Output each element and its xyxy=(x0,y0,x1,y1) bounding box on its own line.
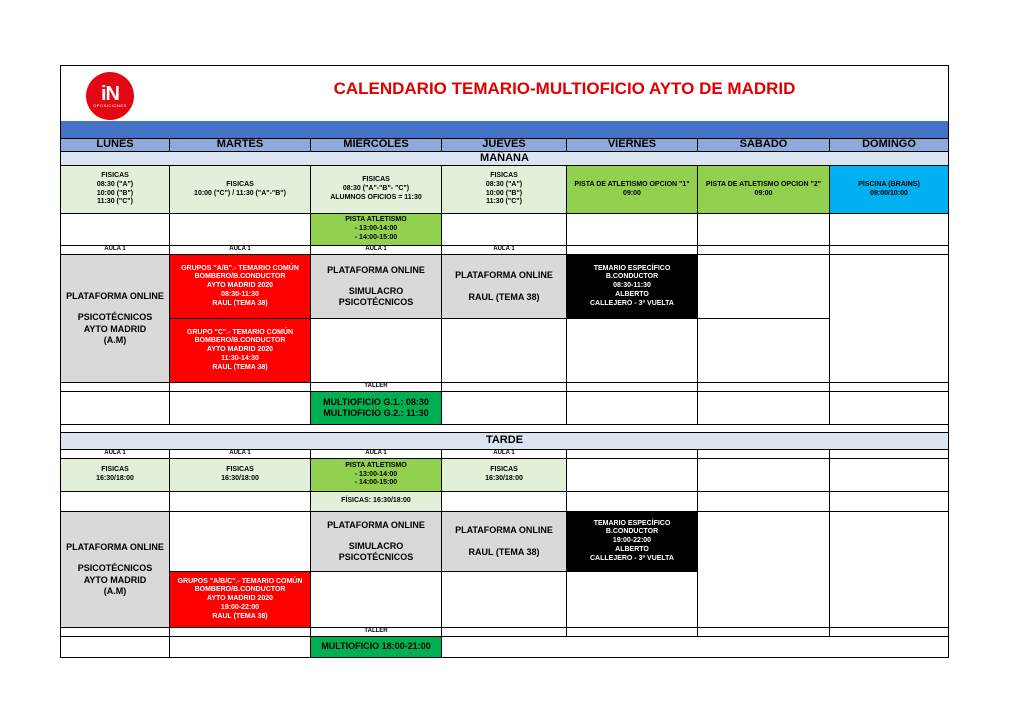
empty-cell xyxy=(170,637,311,657)
text-line: BOMBERO/B.CONDUCTOR xyxy=(194,337,286,345)
fisicas-jueves-morning xyxy=(442,166,567,214)
empty-cell xyxy=(442,319,567,383)
text-line: (A.M) xyxy=(103,334,127,345)
text-line: PSICOTÉCNICOS xyxy=(77,312,153,323)
text-line: PLATAFORMA ONLINE xyxy=(66,291,164,301)
empty-cell xyxy=(567,450,698,459)
text-line: CALLEJERO - 3ª VUELTA xyxy=(589,554,674,562)
empty-cell xyxy=(698,255,830,319)
text-line: - 14:00-15:00 xyxy=(354,233,398,241)
empty-cell xyxy=(170,628,311,637)
plataforma-jueves-morning xyxy=(442,255,567,319)
text-line: FISICAS xyxy=(226,180,254,188)
empty-cell xyxy=(698,214,830,246)
piscina-domingo xyxy=(830,166,948,214)
fisicas-jueves-afternoon xyxy=(442,459,567,492)
text-line: 11:30 ("C") xyxy=(486,198,522,206)
empty-cell xyxy=(830,450,948,459)
text-line: BOMBERO/B.CONDUCTOR xyxy=(194,586,286,594)
empty-cell xyxy=(170,383,311,392)
empty-cell xyxy=(698,459,830,492)
day-header-sabado: SABADO xyxy=(698,139,830,152)
empty-cell xyxy=(442,628,567,637)
taller-label: TALLER xyxy=(311,628,442,637)
text-line: RAUL (TEMA 38) xyxy=(212,299,268,307)
text-line: FISICAS xyxy=(226,466,254,474)
text-line: ALUMNOS OFICIOS = 11:30 xyxy=(330,193,422,201)
section-afternoon: TARDE xyxy=(61,433,948,450)
text-line: GRUPOS "A/B/C".- TEMARIO COMÚN xyxy=(177,577,303,585)
grupos-ab-martes xyxy=(170,255,311,319)
empty-cell xyxy=(567,628,698,637)
text-line: B.CONDUCTOR xyxy=(605,273,659,281)
empty-cell xyxy=(442,572,567,628)
logo xyxy=(86,72,134,120)
text-line: 19:00-22:00 xyxy=(612,537,652,545)
empty-cell xyxy=(170,512,311,572)
aula-label: AULA 1 xyxy=(170,450,311,459)
empty-cell xyxy=(61,392,170,425)
empty-cell xyxy=(567,392,698,425)
empty-cell xyxy=(442,637,948,657)
text-line: B.CONDUCTOR xyxy=(605,528,659,536)
text-line: 08:30-11:30 xyxy=(613,282,651,290)
text-line: FISICAS xyxy=(490,466,518,474)
empty-cell xyxy=(830,512,948,628)
empty-cell xyxy=(311,572,442,628)
text-line: 08:30 ("A"-"B"- "C") xyxy=(342,185,410,193)
text-line: (A.M) xyxy=(103,585,127,596)
logo-text: iN xyxy=(101,82,119,105)
temario-viernes-afternoon xyxy=(567,512,698,572)
empty-cell xyxy=(61,214,170,246)
text-line: MULTIOFICIO G.1.: 08:30 xyxy=(323,396,429,407)
text-line: 10:00 ("C") / 11:30 ("A"-"B") xyxy=(194,189,286,197)
aula-label: AULA 1 xyxy=(61,246,170,255)
fisicas-martes-afternoon xyxy=(170,459,311,492)
page-title: CALENDARIO TEMARIO-MULTIOFICIO AYTO DE MADRID xyxy=(333,79,796,98)
text-line: BOMBERO/B.CONDUCTOR xyxy=(194,273,286,281)
text-line: - 14:00-15:00 xyxy=(354,479,398,487)
text-line: TEMARIO ESPECÍFICO xyxy=(593,264,671,272)
text-line: PISTA DE ATLETISMO OPCION "1" xyxy=(574,180,690,188)
empty-cell xyxy=(170,214,311,246)
empty-cell xyxy=(830,459,948,492)
empty-cell xyxy=(442,492,567,512)
text-line: SIMULACRO PSICOTÉCNICOS xyxy=(338,540,414,563)
pista-miercoles-afternoon xyxy=(311,459,442,492)
text-line: RAUL (TEMA 38) xyxy=(468,546,540,557)
text-line: PISCINA (BRAINS) xyxy=(858,180,920,188)
spacer-row xyxy=(61,425,948,433)
empty-cell xyxy=(830,492,948,512)
text-line: GRUPO "C".- TEMARIO COMÚN xyxy=(186,328,294,336)
text-line: GRUPOS "A/B".- TEMARIO COMÚN xyxy=(181,264,299,272)
text-line: PSICOTÉCNICOS xyxy=(77,563,153,574)
aula-label: AULA 1 xyxy=(311,246,442,255)
aula-label: AULA 1 xyxy=(442,450,567,459)
empty-cell xyxy=(567,459,698,492)
section-morning: MAÑANA xyxy=(61,152,948,166)
text-line: - 13:00-14:00 xyxy=(354,225,398,233)
text-line: 08:30 ("A") xyxy=(485,180,523,188)
grupos-abc-martes xyxy=(170,572,311,628)
text-line: 09:00 xyxy=(754,189,773,197)
empty-cell xyxy=(698,246,830,255)
text-line: PISTA ATLETISMO xyxy=(345,216,407,224)
taller-label: TALLER xyxy=(311,383,442,392)
day-header-lunes: LUNES xyxy=(61,139,170,152)
empty-cell xyxy=(170,492,311,512)
empty-cell xyxy=(698,319,830,383)
text-line: 11:30 ("C") xyxy=(97,198,133,206)
empty-cell xyxy=(567,319,698,383)
text-line: 16:30/18:00 xyxy=(485,475,523,482)
text-line: AYTO MADRID 2020 xyxy=(206,346,274,354)
text-line: PISTA DE ATLETISMO OPCION "2" xyxy=(705,180,822,188)
text-line: AYTO MADRID xyxy=(83,323,147,334)
day-header-jueves: JUEVES xyxy=(442,139,567,152)
logo-subtext: OPOSICIONES xyxy=(93,102,127,108)
fisicas-lunes-afternoon xyxy=(61,459,170,492)
empty-cell xyxy=(567,214,698,246)
text-line: 09:00 xyxy=(623,189,641,197)
fisicas-lunes-morning xyxy=(61,166,170,214)
day-header-domingo: DOMINGO xyxy=(830,139,948,152)
plataforma-jueves-afternoon xyxy=(442,512,567,572)
text-line: FISICAS xyxy=(101,466,129,474)
text-line: ALBERTO xyxy=(615,545,649,553)
day-header-miercoles: MIERCOLES xyxy=(311,139,442,152)
empty-cell xyxy=(830,255,948,383)
empty-cell xyxy=(698,628,830,637)
atletismo-viernes xyxy=(567,166,698,214)
pista-miercoles-morning xyxy=(311,214,442,246)
text-line: ALBERTO xyxy=(615,290,649,298)
day-header-viernes: VIERNES xyxy=(567,139,698,152)
text-line: RAUL (TEMA 38) xyxy=(212,363,268,371)
text-line: PLATAFORMA ONLINE xyxy=(66,542,164,552)
text-line: CALLEJERO - 3ª VUELTA xyxy=(589,299,674,307)
fisicas-miercoles-afternoon: FÍSICAS: 16:30/18:00 xyxy=(311,492,442,512)
empty-cell xyxy=(830,628,948,637)
text-line: AYTO MADRID 2020 xyxy=(206,282,274,290)
text-line: PLATAFORMA ONLINE xyxy=(455,270,553,281)
empty-cell xyxy=(698,383,830,392)
plataforma-miercoles-morning xyxy=(311,255,442,319)
text-line: 08:30-11:30 xyxy=(221,290,259,298)
empty-cell xyxy=(567,492,698,512)
text-line: 10:00 ("B") xyxy=(96,189,134,197)
empty-cell xyxy=(61,492,170,512)
atletismo-sabado xyxy=(698,166,830,214)
empty-cell xyxy=(311,319,442,383)
aula-label: AULA 1 xyxy=(170,246,311,255)
text-line: 08:30 ("A") xyxy=(96,180,134,188)
text-line: TEMARIO ESPECÍFICO xyxy=(593,519,671,527)
empty-cell xyxy=(61,628,170,637)
text-line: 09:00/10:00 xyxy=(870,189,908,197)
empty-cell xyxy=(61,637,170,657)
empty-cell xyxy=(698,392,830,425)
header-bar xyxy=(61,121,948,139)
empty-cell xyxy=(442,383,567,392)
empty-cell xyxy=(170,392,311,425)
plataforma-miercoles-afternoon xyxy=(311,512,442,572)
text-line: PLATAFORMA ONLINE xyxy=(327,519,425,530)
empty-cell xyxy=(830,246,948,255)
text-line: RAUL (TEMA 38) xyxy=(468,291,540,302)
text-line: 19:00-22:00 xyxy=(220,603,260,611)
text-line: MULTIOFICIO G.2.: 11:30 xyxy=(323,408,429,418)
empty-cell xyxy=(61,383,170,392)
text-line: - 13:00-14:00 xyxy=(354,470,398,478)
empty-cell xyxy=(442,392,567,425)
empty-cell xyxy=(698,512,830,628)
empty-cell xyxy=(567,246,698,255)
text-line: 11:30-14:30 xyxy=(221,354,259,362)
fisicas-miercoles-morning xyxy=(311,166,442,214)
calendar-sheet xyxy=(60,65,949,658)
aula-label: AULA 1 xyxy=(442,246,567,255)
fisicas-martes-morning xyxy=(170,166,311,214)
day-header-martes: MARTES xyxy=(170,139,311,152)
empty-cell xyxy=(830,214,948,246)
empty-cell xyxy=(698,450,830,459)
grupo-c-martes xyxy=(170,319,311,383)
text-line: FISICAS xyxy=(490,172,518,179)
multioficio-afternoon: MULTIOFICIO 18:00-21:00 xyxy=(311,637,442,657)
plataforma-lunes-morning xyxy=(61,255,170,383)
text-line: SIMULACRO PSICOTÉCNICOS xyxy=(338,285,414,308)
multioficio-morning xyxy=(311,392,442,425)
empty-cell xyxy=(830,392,948,425)
text-line: AYTO MADRID xyxy=(83,574,147,585)
empty-cell xyxy=(698,492,830,512)
text-line: 10:00 ("B") xyxy=(485,189,523,197)
temario-viernes-morning xyxy=(567,255,698,319)
text-line: 16:30/18:00 xyxy=(96,475,134,482)
empty-cell xyxy=(567,383,698,392)
text-line: PISTA ATLETISMO xyxy=(345,461,407,469)
text-line: FISICAS xyxy=(362,176,390,184)
text-line: PLATAFORMA ONLINE xyxy=(327,264,425,275)
text-line: 16:30/18:00 xyxy=(221,475,259,482)
aula-label: AULA 1 xyxy=(61,450,170,459)
empty-cell xyxy=(567,572,698,628)
plataforma-lunes-afternoon xyxy=(61,512,170,628)
empty-cell xyxy=(830,383,948,392)
text-line: RAUL (TEMA 38) xyxy=(212,612,268,620)
text-line: FISICAS xyxy=(101,172,129,179)
aula-label: AULA 1 xyxy=(311,450,442,459)
text-line: PLATAFORMA ONLINE xyxy=(455,525,553,536)
text-line: AYTO MADRID 2020 xyxy=(206,595,274,603)
empty-cell xyxy=(442,214,567,246)
